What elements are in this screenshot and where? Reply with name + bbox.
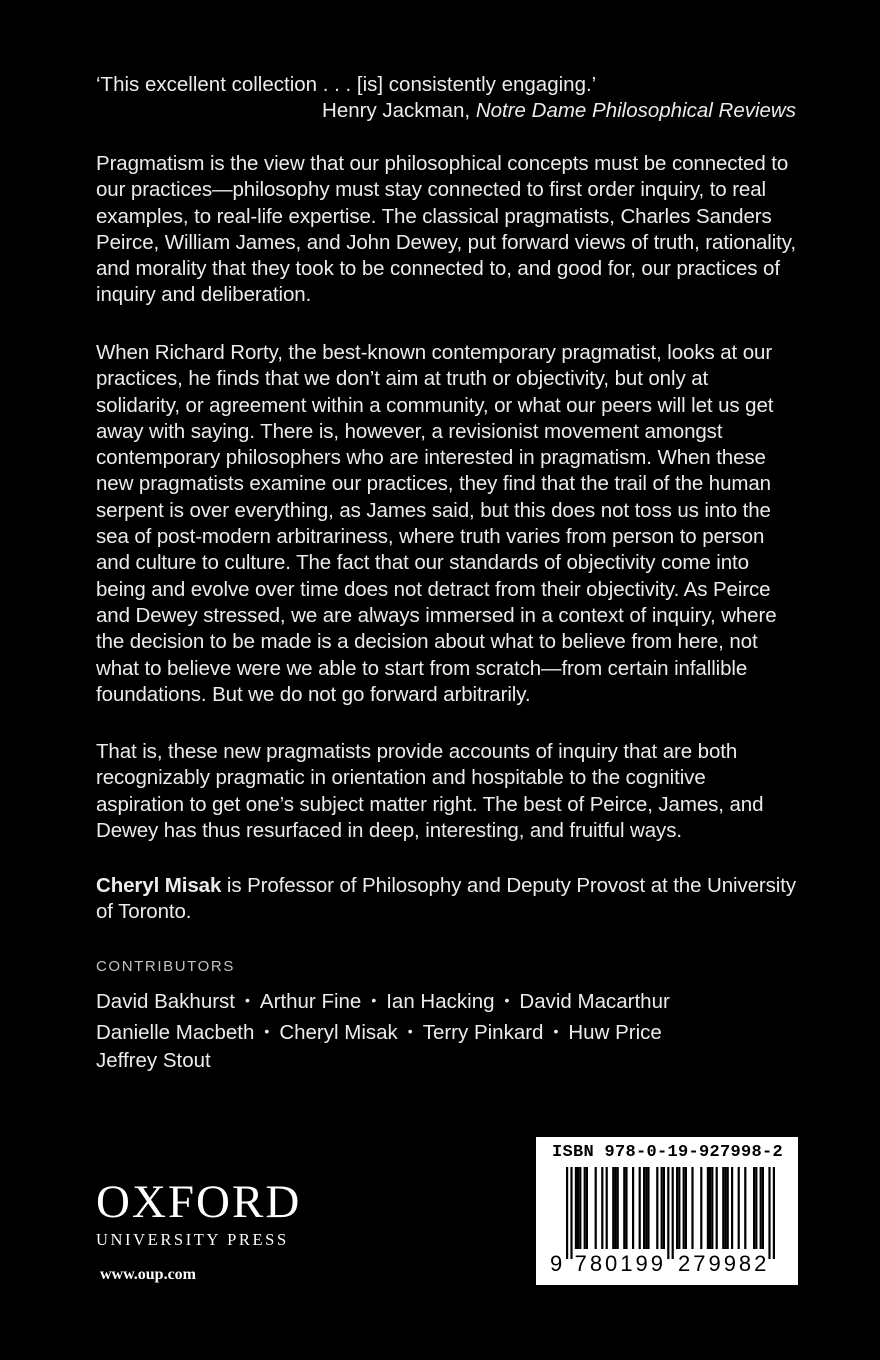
barcode-bar: [707, 1167, 709, 1249]
barcode-bar: [738, 1167, 740, 1249]
contributor-name: Terry Pinkard: [422, 1020, 544, 1044]
contributor-name: David Macarthur: [519, 990, 670, 1013]
quote-source-publication: Notre Dame Philosophical Reviews: [475, 99, 796, 122]
oxford-wordmark: OXFORD: [96, 1176, 302, 1228]
barcode-bar: [647, 1167, 649, 1249]
barcode-bar: [601, 1167, 603, 1249]
bullet-separator: •: [504, 992, 510, 1008]
isbn-barcode: [536, 1137, 798, 1285]
barcode-bar: [678, 1167, 680, 1249]
barcode-bar: [584, 1167, 586, 1249]
quote-source: [96, 98, 796, 124]
barcode-bar: [753, 1167, 755, 1249]
barcode-bar: [575, 1167, 577, 1249]
barcode-bar: [744, 1167, 746, 1249]
barcode-bar: [643, 1167, 645, 1249]
barcode-bar: [672, 1167, 674, 1259]
barcode-bar: [579, 1167, 581, 1249]
publisher-website: www.oup.com: [100, 1266, 197, 1283]
barcode-bar: [595, 1167, 597, 1249]
barcode-bar: [586, 1167, 588, 1249]
barcode-bar: [755, 1167, 757, 1249]
barcode-bar: [685, 1167, 687, 1249]
barcode-bar: [632, 1167, 634, 1249]
barcode-bar: [676, 1167, 678, 1249]
description-paragraph-3: That is, these new pragmatists provide accounts of inquiry that are both recognizably pragmatic in orientation and hospitable to the cognitive aspiration to get one’s subject matter right. The best of Peirce, James, and Dewey has thus resurfaced in deep, interesting, and fruitful ways.: [96, 740, 764, 842]
barcode-bar: [656, 1167, 658, 1249]
author-bio-text: is Professor of Philosophy and Deputy Provost at the University of Toronto.: [96, 874, 796, 924]
contributors-list: [96, 986, 796, 1076]
contributor-name: Cheryl Misak: [279, 1020, 398, 1044]
contributors-row: [96, 1017, 796, 1048]
barcode-bar: [691, 1167, 693, 1249]
barcode-bar: [617, 1167, 619, 1249]
barcode-bar: [773, 1167, 775, 1259]
contributor-name: Jeffrey Stout: [96, 1049, 211, 1072]
barcode-bar: [731, 1167, 733, 1249]
barcode-bar: [663, 1167, 665, 1249]
contributor-name: Danielle Macbeth: [96, 1020, 255, 1044]
contributor-name: Arthur Fine: [259, 990, 362, 1013]
barcode-bar: [724, 1167, 726, 1249]
contributor-name: David Bakhurst: [96, 990, 236, 1013]
review-quote: [96, 72, 796, 124]
contributors-row: [96, 1047, 796, 1076]
barcode-bar: [661, 1167, 663, 1249]
barcode-bar: [570, 1167, 572, 1259]
barcode-bar: [625, 1167, 627, 1249]
bullet-separator: •: [371, 992, 377, 1008]
description-paragraph-1: Pragmatism is the view that our philosophical concepts must be connected to our practices—philosophy must stay connected to first order inquiry, to real examples, to real-life expertise. The classical pragmatists, Charles Sanders Peirce, William James, and John Dewey, put forward views of truth, rationality, and morality that they took to be connected to, and good for, our practices of inquiry and deliberation.: [96, 152, 797, 307]
barcode-digits: 279982: [678, 1251, 767, 1276]
bullet-separator: •: [264, 1022, 270, 1039]
quote-text: ‘This excellent collection . . . [is] consistently engaging.’: [96, 73, 597, 96]
author-name: Cheryl Misak: [96, 874, 222, 897]
oup-subtitle: UNIVERSITY PRESS: [96, 1230, 289, 1249]
barcode-digits: 9: [550, 1251, 563, 1276]
contributor-name: Huw Price: [568, 1020, 662, 1044]
barcode-bar: [614, 1167, 616, 1249]
barcode-bar: [645, 1167, 647, 1249]
barcode-bar: [711, 1167, 713, 1249]
bullet-separator: •: [245, 992, 250, 1008]
barcode-bar: [727, 1167, 729, 1249]
contributors-row: [96, 986, 796, 1017]
author-bio: [96, 873, 796, 926]
barcode-bar: [667, 1167, 669, 1259]
oup-logo: [96, 1178, 301, 1250]
barcode-bar: [566, 1167, 568, 1259]
barcode-bar: [716, 1167, 718, 1249]
contributors-heading: CONTRIBUTORS: [96, 958, 235, 975]
barcode-bar: [700, 1167, 702, 1249]
barcode-bar: [709, 1167, 711, 1249]
isbn-label: ISBN 978-0-19-927998-2: [552, 1143, 784, 1162]
bullet-separator: •: [407, 1022, 413, 1039]
barcode-digits: 780199: [574, 1251, 663, 1276]
barcode-bar: [762, 1167, 764, 1249]
barcode-bar: [623, 1167, 625, 1249]
description-paragraph-2: When Richard Rorty, the best-known contemporary pragmatist, looks at our practices, he finds that we don’t aim at truth or objectivity, but only at solidarity, or agreement within a community, or what our peers will let us get away with saying. There is, however, a revisionist movement amongst contemporary philosophers who are interested in pragmatism. When these new pragmatists examine our practices, they find that the trail of the human serpent is over everything, as James said, but this does not toss us into the sea of post-modern arbitrariness, where truth varies from person to person and culture to culture. The fact that our standards of objectivity come into being and evolve over time does not detract from their objectivity. As Peirce and Dewey stressed, we are always immersed in a context of inquiry, where the decision to be made is a decision about what to believe from here, not what to believe were we able to start from scratch—from certain infallible foundations. But we do not go forward arbitrarily.: [96, 341, 777, 706]
barcode-bar: [639, 1167, 641, 1249]
quote-source-author: Henry Jackman,: [322, 99, 471, 122]
barcode-bar: [577, 1167, 579, 1249]
contributor-name: Ian Hacking: [386, 990, 495, 1013]
barcode-bar: [768, 1167, 770, 1259]
barcode-bar: [760, 1167, 762, 1249]
barcode-bar: [722, 1167, 724, 1249]
barcode-bar: [683, 1167, 685, 1249]
barcode-bar: [612, 1167, 614, 1249]
barcode-bar: [606, 1167, 608, 1249]
bullet-separator: •: [553, 1022, 559, 1039]
